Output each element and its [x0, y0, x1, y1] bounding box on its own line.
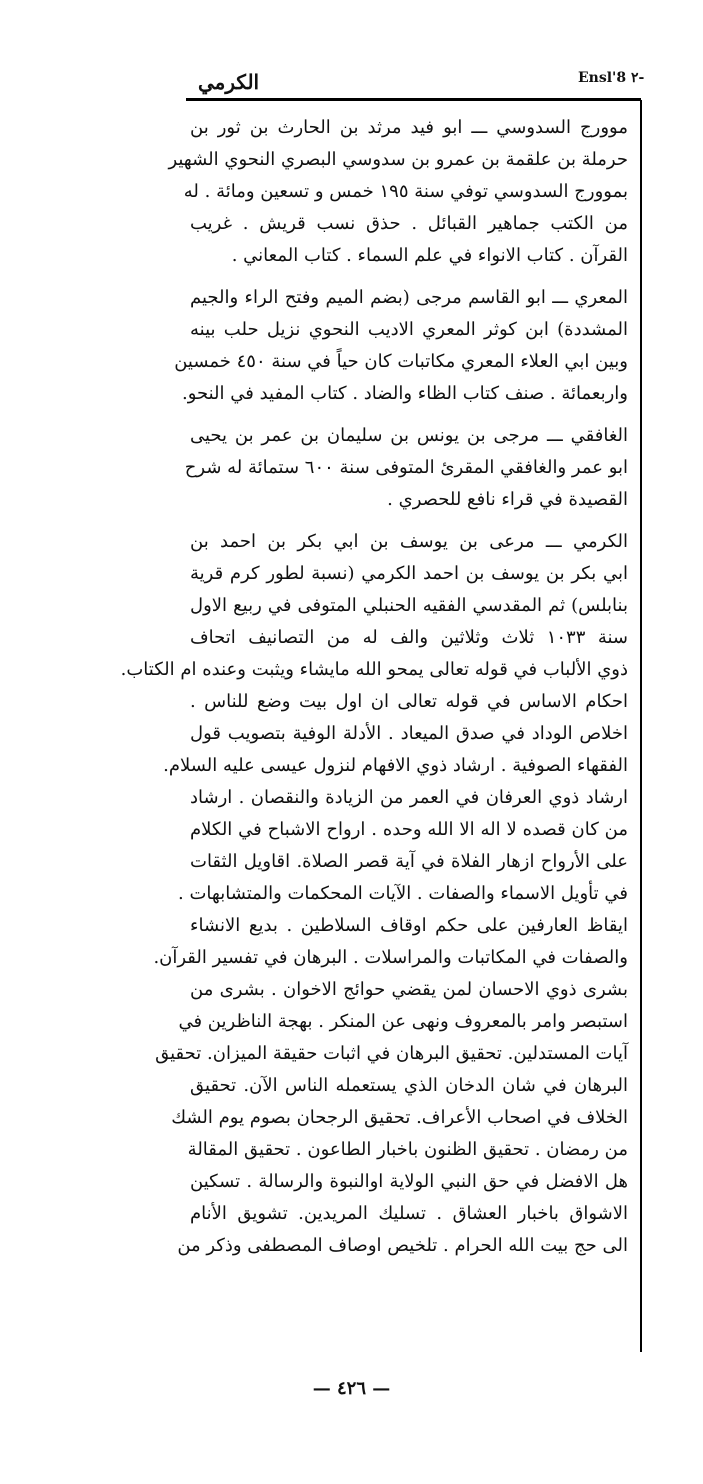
text-line: هل الافضل في حق النبي الولاية اوالنبوة والرسالة . تسكين	[190, 1171, 628, 1192]
running-title: الكرمي	[198, 70, 260, 94]
text-line: البرهان في شان الدخان الذي يستعمله الناس الآن. تحقيق	[190, 1075, 628, 1096]
text-line: في تأويل الاسماء والصفات . الآيات المحكمات والمتشابهات .	[178, 883, 628, 904]
text-line: المشددة) ابن كوثر المعري الاديب النحوي نزيل حلب بينه	[190, 319, 628, 340]
text-line: آيات المستدلين. تحقيق البرهان في اثبات حقيقة الميزان. تحقيق	[155, 1043, 628, 1064]
text-line: الاشواق باخبار العشاق . تسليك المريدين. تشويق الأنام	[190, 1203, 628, 1224]
text-line: ابو عمر والغافقي المقرئ المتوفى سنة ٦٠٠ ستمائة له شرح	[184, 457, 628, 478]
entry-maarri	[174, 282, 628, 410]
text-line: الخلاف في اصحاب الأعراف. تحقيق الرجحان بصوم يوم الشك	[171, 1107, 628, 1128]
text-line: ابي بكر بن يوسف بن احمد الكرمي (نسبة لطور كرم قرية	[190, 563, 628, 584]
text-line: من كان قصده لا اله الا الله وحده . ارواح الاشباح في الكلام	[190, 819, 628, 840]
column-rule	[640, 100, 642, 1352]
entry-karmi	[120, 526, 629, 1262]
text-line: وبين ابي العلاء المعري مكاتبات كان حياً في سنة ٤٥٠ خمسين	[174, 351, 628, 372]
text-line: الى حج بيت الله الحرام . تلخيص اوصاف المصطفى وذكر من	[177, 1235, 628, 1256]
text-line: بشرى ذوي الاحسان لمن يقضي حوائج الاخوان . بشرى من	[190, 979, 628, 1000]
text-line: الكرمي ـــ مرعى بن يوسف بن ابي بكر بن احمد بن	[190, 531, 628, 552]
text-line: ارشاد ذوي العرفان في العمر من الزيادة والنقصان . ارشاد	[190, 787, 628, 808]
text-line: اخلاص الوداد في صدق الميعاد . الأدلة الوفية بتصويب قول	[190, 723, 628, 744]
text-line: سنة ١٠٣٣ ثلاث وثلاثين والف له من التصانيف اتحاف	[190, 627, 629, 648]
text-line: بموورج السدوسي توفي سنة ١٩٥ خمس و تسعين ومائة . له	[183, 181, 628, 202]
entry-mawraj-sadusi	[168, 112, 628, 272]
text-line: القصيدة في قراء نافع للحصري .	[387, 489, 628, 510]
text-line: القرآن . كتاب الانواء في علم السماء . كتاب المعاني .	[231, 245, 628, 266]
text-line: ايقاظ العارفين على حكم اوقاف السلاطين . بديع الانشاء	[190, 915, 628, 936]
text-line: واربعمائة . صنف كتاب الظاء والضاد . كتاب المفيد في النحو.	[181, 383, 628, 404]
text-line: على الأرواح ازهار الفلاة في آية قصر الصلاة. اقاويل الثقات	[190, 851, 628, 872]
header-page-ref: Ensl'8 ٢-	[578, 70, 645, 86]
text-line: المعري ـــ ابو القاسم مرجى (بضم الميم وفتح الراء والجيم	[190, 287, 628, 308]
header-rule	[186, 98, 641, 101]
text-line: الفقهاء الصوفية . ارشاد ذوي الافهام لنزول عيسى عليه السلام.	[163, 755, 628, 776]
text-line: ذوي الألباب في قوله تعالى يمحو الله مايشاء ويثبت وعنده ام الكتاب.	[120, 659, 628, 680]
text-line: الغافقي ـــ مرجى بن يونس بن سليمان بن عمر بن يحيى	[190, 425, 628, 446]
text-line: استبصر وامر بالمعروف ونهى عن المنكر . بهجة الناظرين في	[178, 1011, 628, 1032]
entry-ghafiqi	[184, 420, 628, 516]
text-column	[120, 112, 629, 1262]
text-line: من رمضان . تحقيق الظنون باخبار الطاعون . تحقيق المقالة	[187, 1139, 628, 1160]
page-number: — ٤٢٦ —	[312, 1378, 391, 1399]
text-line: حرملة بن علقمة بن عمرو بن سدوسي البصري النحوي الشهير	[168, 149, 628, 170]
text-line: احكام الاساس في قوله تعالى ان اول بيت وضع للناس .	[190, 691, 628, 712]
text-line: من الكتب جماهير القبائل . حذق نسب قريش . غريب	[190, 213, 628, 234]
text-line: بنابلس) ثم المقدسي الفقيه الحنبلي المتوفى في ربيع الاول	[190, 595, 628, 616]
text-line: والصفات في المكاتبات والمراسلات . البرهان في تفسير القرآن.	[153, 947, 628, 968]
text-line: موورج السدوسي ـــ ابو فيد مرثد بن الحارث بن ثور بن	[190, 117, 628, 138]
